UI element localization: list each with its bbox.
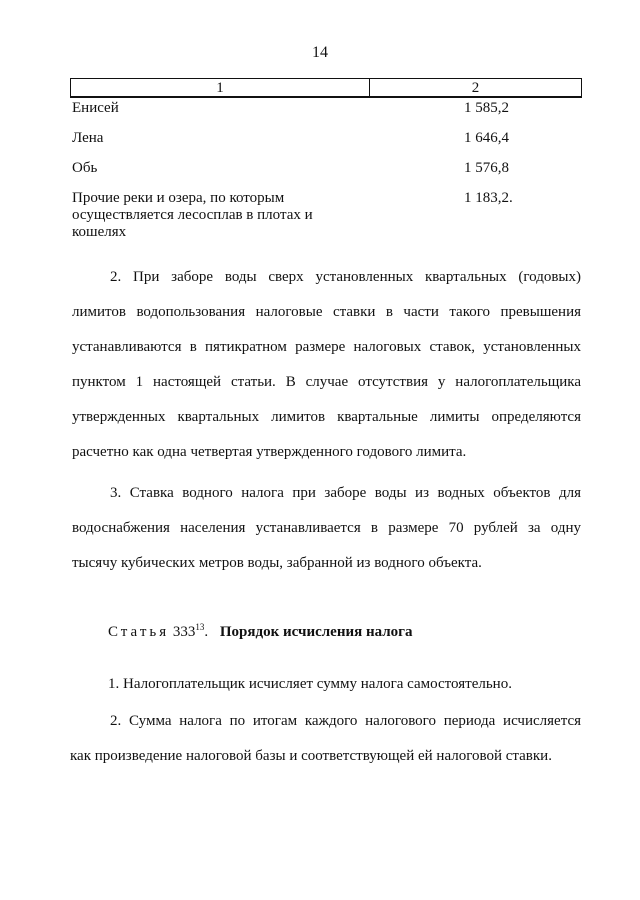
- article-number: 333: [172, 624, 196, 640]
- paragraph-line: 2. При заборе воды сверх установленных квартальных (годовых): [110, 269, 581, 285]
- paragraph-line: водоснабжения населения устанавливается в размере 70 рублей за одну: [72, 520, 581, 536]
- article-superscript: 13: [195, 622, 205, 632]
- river-name: Лена: [72, 130, 104, 146]
- article-heading: [108, 622, 412, 641]
- page-number: 14: [312, 44, 328, 61]
- tax-rate-value: 1 183,2.: [464, 190, 513, 206]
- tax-rate-value: 1 576,8: [464, 160, 509, 176]
- paragraph-2: [72, 266, 581, 301]
- paragraph-line: 2. Сумма налога по итогам каждого налогового периода исчисляется: [110, 713, 581, 729]
- paragraph-line: расчетно как одна четвертая утвержденного годового лимита.: [72, 444, 467, 460]
- tax-rate-value: 1 646,4: [464, 130, 509, 146]
- river-name: Прочие реки и озера, по которым осуществляется лесосплав в плотах и кошелях: [72, 190, 313, 240]
- article-dot: .: [204, 624, 209, 640]
- item-2: [72, 710, 581, 745]
- paragraph-2-body: [72, 301, 581, 476]
- paragraph-line: утвержденных квартальных лимитов квартальные лимиты определяются: [72, 409, 581, 425]
- table-header: [70, 78, 582, 98]
- tax-rate-value: 1 585,2: [464, 100, 509, 116]
- item-1: 1. Налогоплательщик исчисляет сумму налога самостоятельно.: [108, 676, 512, 692]
- paragraph-3: [72, 482, 581, 517]
- paragraph-3-body: [72, 517, 581, 587]
- article-label: Статья: [108, 624, 170, 640]
- paragraph-line: 3. Ставка водного налога при заборе воды из водных объектов для: [110, 485, 581, 501]
- paragraph-line: как произведение налоговой базы и соответствующей ей налоговой ставки.: [70, 748, 552, 764]
- article-title: Порядок исчисления налога: [219, 624, 413, 640]
- river-name: Обь: [72, 160, 98, 176]
- table-header-col-2: 2: [471, 80, 480, 96]
- paragraph-line: лимитов водопользования налоговые ставки в части такого превышения: [72, 304, 581, 320]
- paragraph-line: устанавливаются в пятикратном размере налоговых ставок, установленных: [72, 339, 581, 355]
- item-2-body: [70, 745, 579, 780]
- river-name: Енисей: [72, 100, 119, 116]
- paragraph-line: тысячу кубических метров воды, забранной из водного объекта.: [72, 555, 482, 571]
- paragraph-line: пунктом 1 настоящей статьи. В случае отсутствия у налогоплательщика: [72, 374, 581, 390]
- table-header-col-1: 1: [71, 79, 370, 96]
